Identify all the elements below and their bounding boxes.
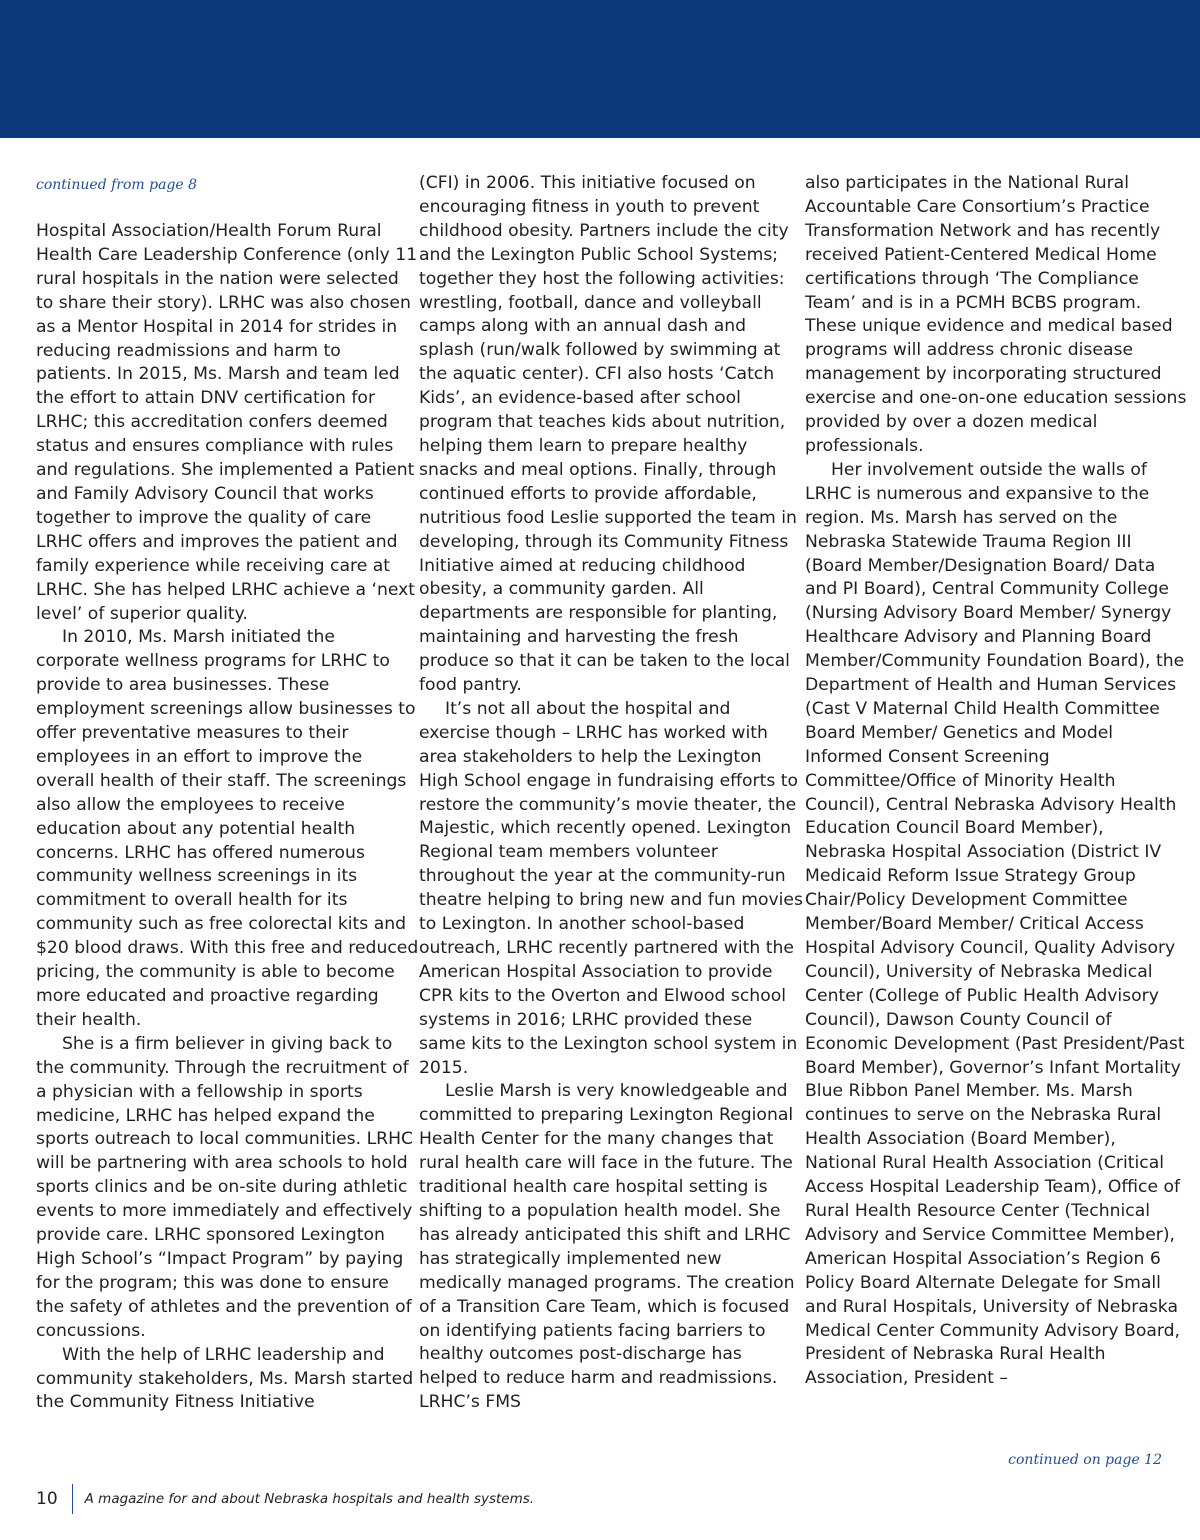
footer-divider [72,1484,73,1514]
continued-from-note: continued from page 8 [36,177,198,193]
article-column-3 [805,172,1190,1391]
paragraph: also participates in the National Rural Accountable Care Consortium’s Practice Transformation Network and has recently received Patient-Centered Medical Home certifications through ‘The Compliance Team’ and is in a PCMH BCBS program. These unique evidence and medical based programs will address chronic disease management by incorporating structured exercise and one-on-one education sessions provided by over a dozen medical professionals. [805,173,1187,456]
paragraph: Leslie Marsh is very knowledgeable and committed to preparing Lexington Regional Health Center for the many changes that rural health care will face in the future. The traditional health care hospital setting is shifting to a population health model. She has already anticipated this shift and LRHC has strategically implemented new medically managed programs. The creation of a Transition Care Team, which is focused on identifying patients facing barriers to healthy outcomes post-discharge has helped to reduce harm and readmissions. LRHC’s FMS [419,1081,795,1413]
paragraph: Her involvement outside the walls of LRHC is numerous and expansive to the region. Ms. Marsh has served on the Nebraska Statewide Trauma Region III (Board Member/Designation Board/ Data and PI Board), Central Community College (Nursing Advisory Board Member/ Synergy Healthcare Advisory and Planning Board Member/Community Foundation Board), the Department of Health and Human Services (Cast V Maternal Child Health Committee Board Member/ Genetics and Model Informed Consent Screening Committee/Office of Minority Health Council), Central Nebraska Advisory Health Education Council Board Member), Nebraska Hospital Association (District IV Medicaid Reform Issue Strategy Group Chair/Policy Development Committee Member/Board Member/ Critical Access Hospital Advisory Council, Quality Advisory Council), University of Nebraska Medical Center (College of Public Health Advisory Council), Dawson County Council of Economic Development (Past President/Past Board Member), Governor’s Infant Mortality Blue Ribbon Panel Member. Ms. Marsh continues to serve on the Nebraska Rural Health Association (Board Member), National Rural Health Association (Critical Access Hospital Leadership Team), Office of Rural Health Resource Center (Technical Advisory and Service Committee Member), American Hospital Association’s Region 6 Policy Board Alternate Delegate for Small and Rural Hospitals, University of Nebraska Medical Center Community Advisory Board, President of Nebraska Rural Health Association, President – [805,459,1185,1389]
magazine-tagline: A magazine for and about Nebraska hospitals and health systems. [84,1491,535,1507]
header-banner [0,0,1200,138]
page-footer [36,1484,534,1514]
paragraph: She is a firm believer in giving back to the community. Through the recruitment of a physician with a fellowship in sports medicine, LRHC has helped expand the sports outreach to local communities. LRHC will be partnering with area schools to hold sports clinics and be on-site during athletic events to more immediately and effectively provide care. LRHC sponsored Lexington High School’s “Impact Program” by paying for the program; this was done to ensure the safety of athletes and the prevention of concussions. [36,1033,414,1341]
article-column-1 [36,172,421,1415]
paragraph: With the help of LRHC leadership and community stakeholders, Ms. Marsh started the Community Fitness Initiative [36,1344,414,1413]
paragraph: (CFI) in 2006. This initiative focused on encouraging fitness in youth to prevent childhood obesity. Partners include the city and the Lexington Public School Systems; together they host the following activities: wrestling, football, dance and volleyball camps along with an annual dash and splash (run/walk followed by swimming at the aquatic center). CFI also hosts ‘Catch Kids’, an evidence-based after school program that teaches kids about nutrition, helping them learn to prepare healthy snacks and meal options. Finally, through continued efforts to provide affordable, nutritious food Leslie supported the team in developing, through its Community Fitness Initiative aimed at reducing childhood obesity, a community garden. All departments are responsible for planting, maintaining and harvesting the fresh produce so that it can be taken to the local food pantry. [419,173,797,696]
continued-on-note: continued on page 12 [1008,1452,1162,1468]
article-column-2 [419,172,804,1415]
page-number: 10 [36,1489,58,1509]
paragraph: In 2010, Ms. Marsh initiated the corporate wellness programs for LRHC to provide to area businesses. These employment screenings allow businesses to offer preventative measures to their employees in an effort to improve the overall health of their staff. The screenings also allow the employees to receive education about any potential health concerns. LRHC has offered numerous community wellness screenings in its commitment to overall health for its community such as free colorectal kits and $20 blood draws. With this free and reduced pricing, the community is able to become more educated and proactive regarding their health. [36,627,419,1030]
paragraph: Hospital Association/Health Forum Rural Health Care Leadership Conference (only 11 rural hospitals in the nation were selected to share their story). LRHC was also chosen as a Mentor Hospital in 2014 for strides in reducing readmissions and harm to patients. In 2015, Ms. Marsh and team led the effort to attain DNV certification for LRHC; this accreditation confers deemed status and ensures compliance with rules and regulations. She implemented a Patient and Family Advisory Council that works together to improve the quality of care LRHC offers and improves the patient and family experience while receiving care at LRHC. She has helped LRHC achieve a ‘next level’ of superior quality. [36,221,418,624]
paragraph: It’s not all about the hospital and exercise though – LRHC has worked with area stakeholders to help the Lexington High School engage in fundraising efforts to restore the community’s movie theater, the Majestic, which recently opened. Lexington Regional team members volunteer throughout the year at the community-run theatre helping to bring new and fun movies to Lexington. In another school-based outreach, LRHC recently partnered with the American Hospital Association to provide CPR kits to the Overton and Elwood school systems in 2016; LRHC provided these same kits to the Lexington school system in 2015. [419,698,803,1078]
